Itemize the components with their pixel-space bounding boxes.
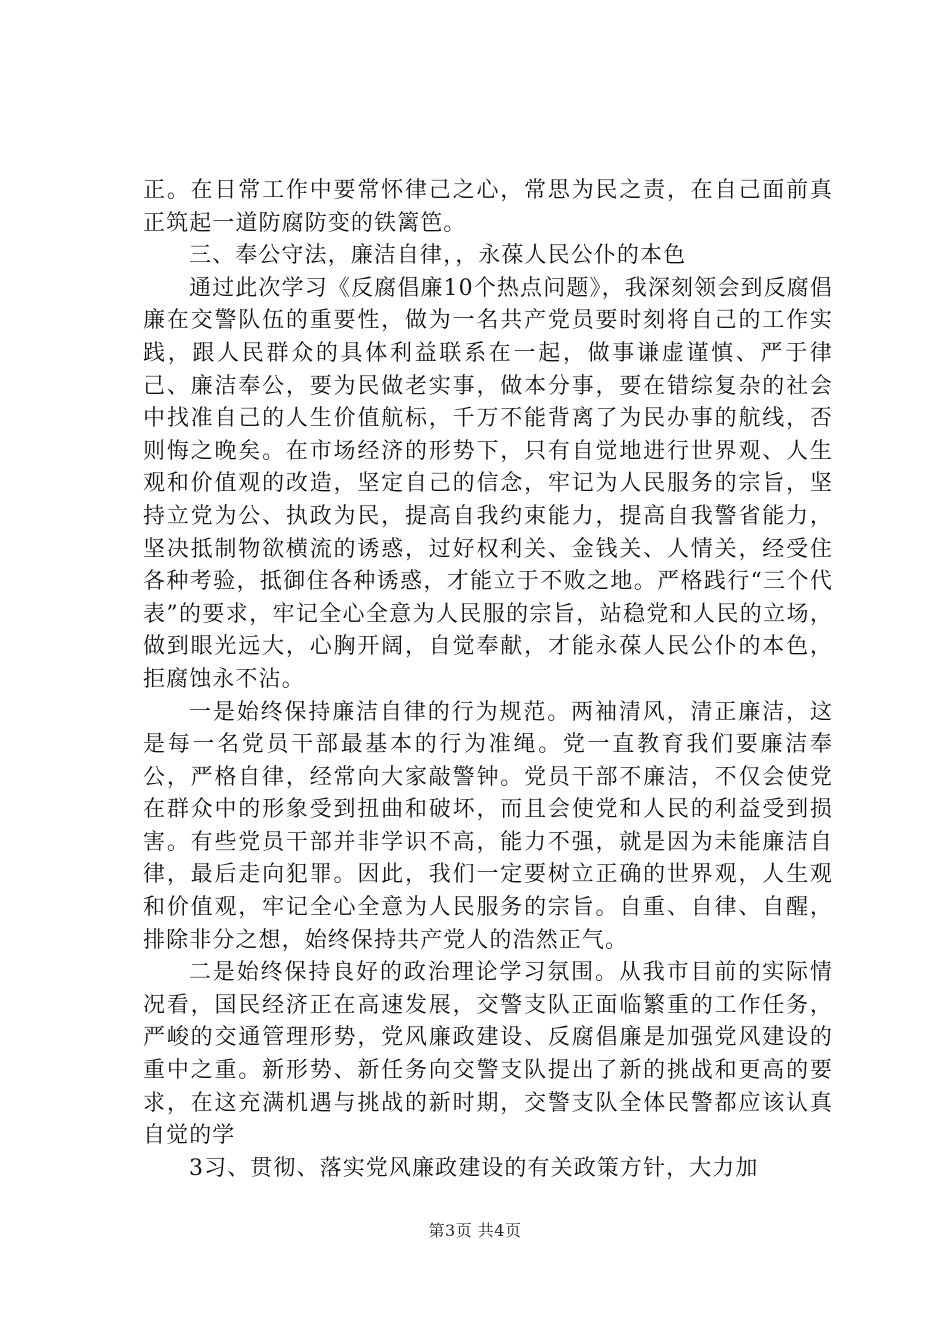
section-heading: 三、奉公守法，廉洁自律，，永葆人民公仆的本色 [189,243,687,269]
paragraph-point-two: 二是始终保持良好的政治理论学习氛围。从我市目前的实际情况看，国民经济正在高速发展，交警支队正面临繁重的工作任务，严峻的交通管理形势，党风廉政建设、反腐倡廉是加强党风建设的重中之重。新形势、新任务向交警支队提出了新的挑战和更高的要求，在这充满机遇与挑战的新时期，交警支队全体民警都应该认真自觉的学 [143,960,833,1149]
paragraph-study: 通过此次学习《反腐倡廉10个热点问题》，我深刻领会到反腐倡廉在交警队伍的重要性，做为一名共产党员要时刻将自己的工作实践，跟人民群众的具体利益联系在一起，做事谦虚谨慎、严于律己、廉洁奉公，要为民做老实事，做本分事，要在错综复杂的社会中找准自己的人生价值航标，千万不能背离了为民办事的航线，否则悔之晚矣。在市场经济的形势下，只有自觉地进行世界观、人生观和价值观的改造，坚定自己的信念，牢记为人民服务的宗旨，坚持立党为公、执政为民，提高自我约束能力，提高自我警省能力，坚决抵制物欲横流的诱惑，过好权利关、金钱关、人情关，经受住各种考验，抵御住各种诱惑，才能立于不败之地。严格践行“三个代表”的要求，牢记全心全意为人民服的宗旨，站稳党和人民的立场，做到眼光远大，心胸开阔，自觉奉献，才能永葆人民公仆的本色，拒腐蚀永不沾。 [143,275,833,692]
paragraph-continued: 3习、贯彻、落实党风廉政建设的有关政策方针，大力加 [189,1155,759,1181]
paragraph-point-one: 一是始终保持廉洁自律的行为规范。两袖清风，清正廉洁，这是每一名党员干部最基本的行为准绳。党一直教育我们要廉洁奉公，严格自律，经常向大家敲警钟。党员干部不廉洁，不仅会使党在群众中的形象受到扭曲和破坏，而且会使党和人民的利益受到损害。有些党员干部并非学识不高，能力不强，就是因为未能廉洁自律，最后走向犯罪。因此，我们一定要树立正确的世界观，人生观和价值观，牢记全心全意为人民服务的宗旨。自重、自律、自醒，排除非分之想，始终保持共产党人的浩然正气。 [143,699,833,953]
document-body [143,175,833,1185]
paragraph-continuation: 正。在日常工作中要常怀律己之心，常思为民之责，在自己面前真正筑起一道防腐防变的铁篱笆。 [143,178,833,236]
page-footer: 第3页 共4页 [428,1221,522,1240]
